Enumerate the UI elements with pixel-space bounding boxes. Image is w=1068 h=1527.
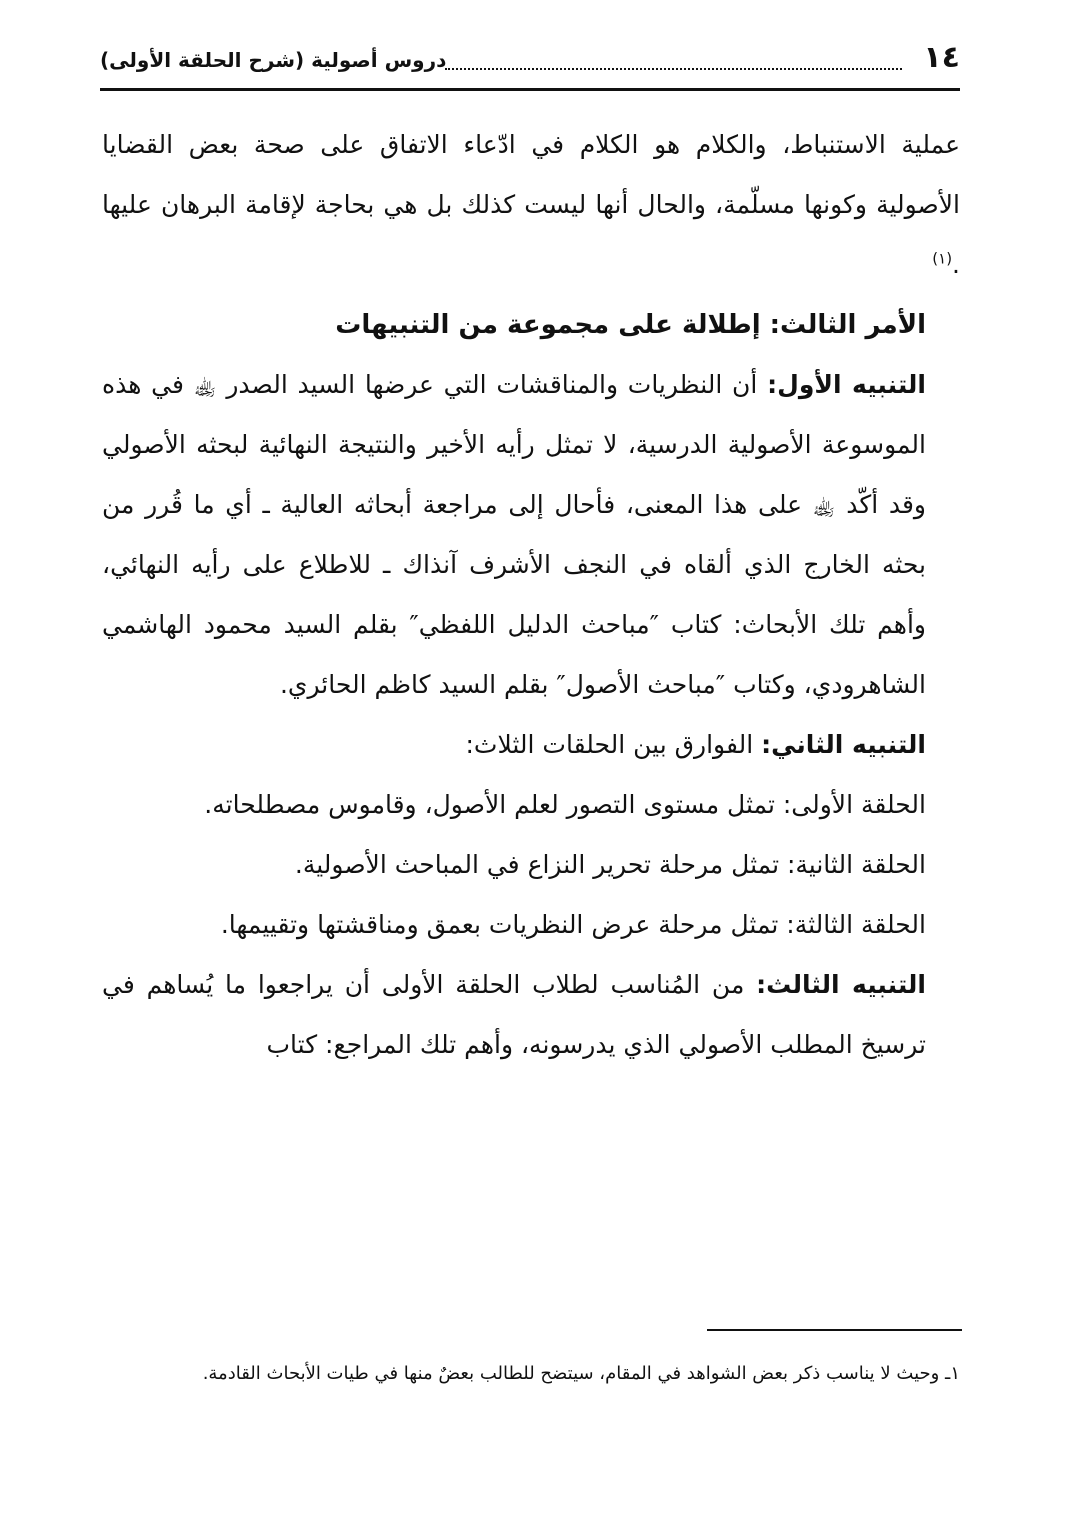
footnote [102, 1350, 960, 1398]
paragraph-continuation [102, 115, 960, 295]
footnote-reference: (١) [932, 249, 953, 268]
main-text [102, 115, 960, 1075]
level-three-item: الحلقة الثالثة: تمثل مرحلة عرض النظريات بعمق ومناقشتها وتقييمها. [220, 910, 926, 939]
section-heading: الأمر الثالث: إطلالة على مجموعة من التنبيهات [335, 310, 926, 340]
running-title: دروس أصولية (شرح الحلقة الأولى) [100, 48, 447, 72]
note-first-text: أن النظريات والمناقشات التي عرضها السيد الصدر ﵀ في هذه الموسوعة الأصولية الدرسية، لا تمثل رأيه الأخير والنتيجة النهائية لبحثه الأصولي وقد أكّد ﵀ على هذا المعنى، فأحال إلى مراجعة أبحاثه العالية ـ أي ما قُرر من بحثه الخارج الذي ألقاه في النجف الأشرف آنذاك ـ للاطلاع على رأيه النهائي، وأهم تلك الأبحاث: كتاب ″مباحث الدليل اللفظي″ بقلم السيد محمود الهاشمي الشاهرودي، وكتاب ″مباحث الأصول″ بقلم السيد كاظم الحائري. [102, 370, 926, 699]
header-leader-dots [445, 68, 902, 70]
level-one-item: الحلقة الأولى: تمثل مستوى التصور لعلم الأصول، وقاموس مصطلحاته. [204, 790, 926, 819]
note-third-text: من المُناسب لطلاب الحلقة الأولى أن يراجعوا ما يُساهم في ترسيخ المطلب الأصولي الذي يدرسونه، وأهم تلك المراجع: كتاب [102, 970, 926, 1059]
footnote-text: ١ـ وحيث لا يناسب ذكر بعض الشواهد في المقام، سيتضح للطالب بعضٌ منها في طيات الأبحاث القادمة. [202, 1363, 960, 1384]
note-second-label: التنبيه الثاني: [761, 730, 926, 759]
level-two-item: الحلقة الثانية: تمثل مرحلة تحرير النزاع في المباحث الأصولية. [294, 850, 926, 879]
footnote-divider [707, 1329, 962, 1331]
paragraph-text: عملية الاستنباط، والكلام هو الكلام في ادّعاء الاتفاق على صحة بعض القضايا الأصولية وكونها مسلّمة، والحال أنها ليست كذلك بل هي بحاجة لإقامة البرهان عليها . [102, 130, 960, 279]
page-number: ١٤ [923, 40, 960, 75]
page-header [100, 38, 960, 91]
note-third [102, 955, 960, 1075]
note-second [102, 715, 960, 775]
note-second-text: الفوارق بين الحلقات الثلاث: [465, 730, 762, 759]
note-third-label: التنبيه الثالث: [756, 970, 926, 999]
note-first [102, 355, 960, 715]
note-first-label: التنبيه الأول: [767, 370, 926, 399]
